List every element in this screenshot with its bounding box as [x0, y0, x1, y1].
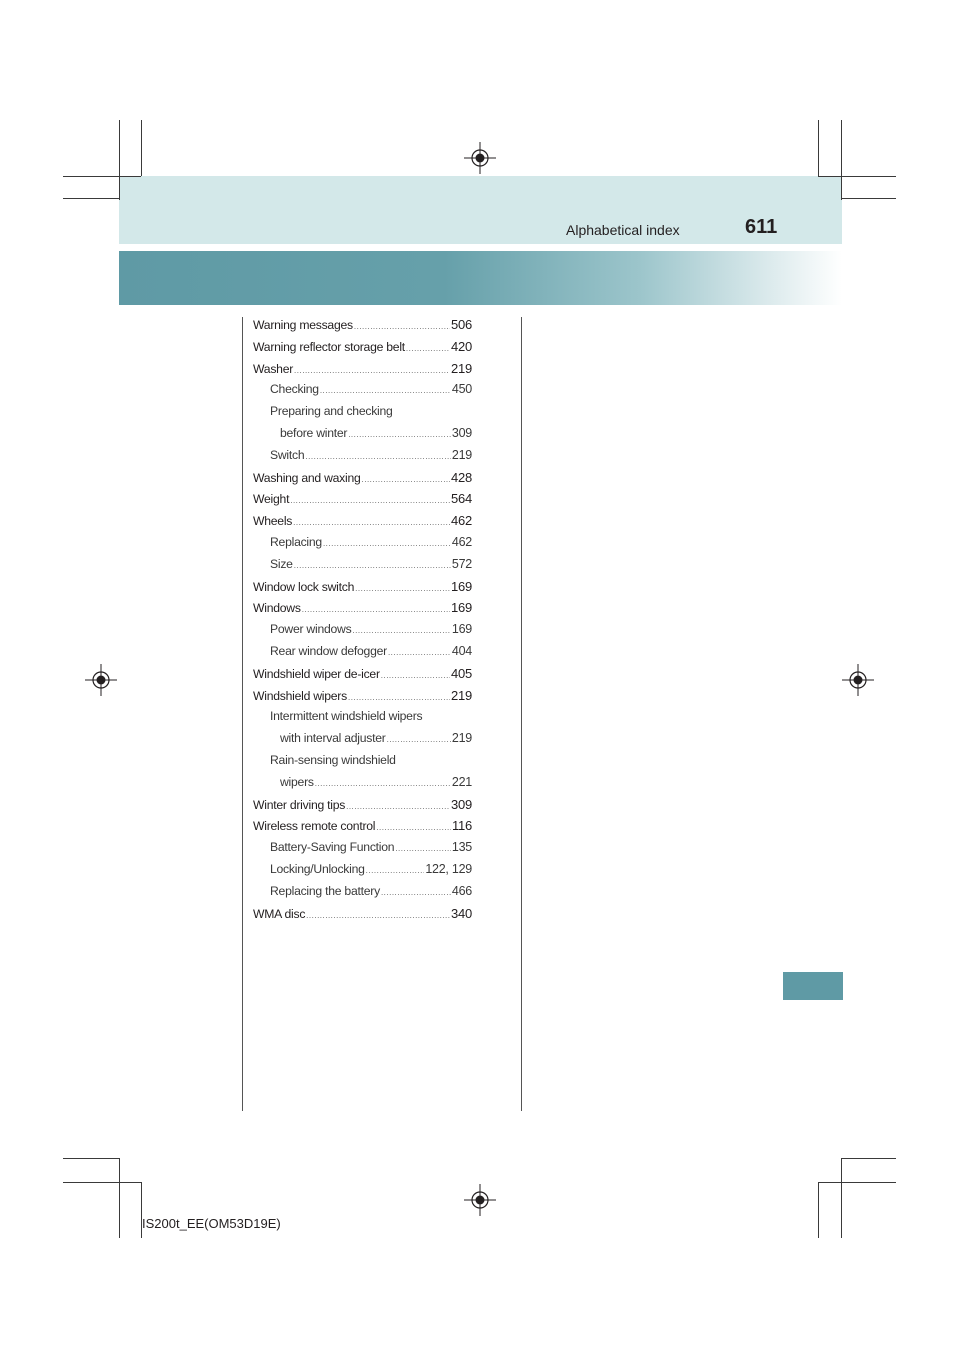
index-entry	[253, 513, 472, 535]
crop-mark	[841, 1158, 842, 1238]
crop-mark	[141, 120, 142, 176]
entry-page: 135	[451, 840, 472, 855]
index-entry	[253, 666, 472, 688]
index-subentry-continued	[253, 426, 472, 448]
entry-label: Rear window defogger	[270, 643, 387, 658]
index-subentry	[253, 404, 472, 426]
entry-label: with interval adjuster	[280, 731, 386, 746]
index-subentry	[253, 840, 472, 862]
crop-mark	[63, 1158, 119, 1159]
entry-label: Windshield wipers	[253, 688, 347, 703]
entry-label: Wheels	[253, 514, 293, 529]
entry-page: 219	[451, 447, 472, 462]
crop-mark	[818, 1182, 819, 1238]
entry-page: 466	[451, 883, 472, 898]
entry-page: 572	[451, 556, 472, 571]
entry-page: 405	[451, 665, 472, 681]
entry-label: Battery-Saving Function	[270, 840, 395, 855]
page-number: 611	[745, 216, 778, 238]
index-subentry-continued	[253, 731, 472, 753]
entry-page: 506	[451, 317, 472, 332]
entry-label: Winter driving tips	[253, 797, 346, 812]
index-subentry	[253, 753, 472, 775]
crop-mark	[119, 120, 120, 200]
entry-page: 462	[451, 513, 472, 529]
crop-mark	[818, 1182, 896, 1183]
entry-page: 420	[451, 338, 472, 354]
entry-label: Size	[270, 556, 293, 571]
section-tab	[783, 972, 843, 1000]
entry-page: 462	[451, 534, 472, 549]
crop-mark	[841, 1158, 896, 1159]
entry-label: Replacing the battery	[270, 883, 380, 898]
index-entry	[253, 797, 472, 819]
index-entry	[253, 818, 472, 840]
crop-mark	[818, 176, 896, 177]
entry-label: Washer	[253, 361, 294, 376]
entry-page: 169	[451, 600, 472, 616]
index-subentry	[253, 884, 472, 906]
entry-page: 309	[451, 796, 472, 812]
index-entry	[253, 339, 472, 361]
index-subentry	[253, 557, 472, 579]
entry-label: Preparing and checking	[270, 404, 393, 419]
registration-mark-icon	[464, 142, 496, 174]
crop-mark	[818, 120, 819, 176]
entry-label: Washing and waxing	[253, 470, 361, 485]
index-subentry	[253, 382, 472, 404]
entry-page: 564	[451, 491, 472, 507]
entry-page: 219	[451, 687, 472, 703]
column-rule-left	[242, 317, 243, 1111]
index-subentry	[253, 448, 472, 470]
entry-label: WMA disc	[253, 906, 306, 921]
crop-mark	[841, 120, 842, 200]
index-subentry	[253, 862, 472, 884]
entry-page: 122, 129	[425, 861, 472, 876]
header-gradient-band	[119, 251, 842, 305]
entry-page: 221	[451, 774, 472, 789]
crop-mark	[841, 198, 896, 199]
entry-label: before winter	[280, 425, 348, 440]
entry-label: Checking	[270, 382, 319, 397]
page-title: Alphabetical index	[566, 222, 680, 238]
entry-label: Warning reflector storage belt	[253, 339, 405, 354]
entry-label: Intermittent windshield wipers	[270, 709, 423, 724]
index-entry	[253, 600, 472, 622]
crop-mark	[63, 176, 141, 177]
entry-page: 169	[451, 622, 472, 637]
index-subentry	[253, 644, 472, 666]
index-entry	[253, 906, 472, 928]
header-background	[119, 176, 842, 244]
entry-page: 450	[451, 382, 472, 397]
registration-mark-icon	[842, 664, 874, 696]
index-entry	[253, 470, 472, 492]
entry-page: 428	[451, 469, 472, 485]
index-subentry	[253, 709, 472, 731]
entry-label: Power windows	[270, 622, 352, 637]
entry-page: 404	[451, 643, 472, 658]
entry-page: 219	[451, 360, 472, 376]
index-entry	[253, 579, 472, 601]
entry-label: Warning messages	[253, 318, 353, 332]
index-entry	[253, 688, 472, 710]
entry-label: Windows	[253, 601, 301, 616]
entry-label: Weight	[253, 492, 290, 507]
entry-label: Switch	[270, 447, 305, 462]
entry-page: 219	[451, 731, 472, 746]
entry-label: Rain-sensing windshield	[270, 752, 396, 767]
crop-mark	[63, 1182, 141, 1183]
index-entry	[253, 317, 472, 339]
alphabetical-index-list	[253, 317, 472, 927]
entry-page: 309	[451, 425, 472, 440]
entry-label: Locking/Unlocking	[270, 861, 365, 876]
entry-page: 116	[452, 818, 472, 834]
entry-label: Windshield wiper de-icer	[253, 666, 380, 681]
entry-page: 340	[451, 905, 472, 921]
crop-mark	[119, 1158, 120, 1238]
entry-page: 169	[451, 578, 472, 594]
index-subentry-continued	[253, 775, 472, 797]
index-entry	[253, 361, 472, 383]
registration-mark-icon	[464, 1184, 496, 1216]
crop-mark	[63, 198, 119, 199]
index-entry	[253, 491, 472, 513]
registration-mark-icon	[85, 664, 117, 696]
entry-label: Replacing	[270, 534, 322, 549]
index-subentry	[253, 622, 472, 644]
document-code: IS200t_EE(OM53D19E)	[142, 1216, 281, 1231]
column-rule-right	[521, 317, 522, 1111]
entry-label: Window lock switch	[253, 579, 355, 594]
entry-label: wipers	[280, 774, 314, 789]
entry-label: Wireless remote control	[253, 819, 376, 834]
index-subentry	[253, 535, 472, 557]
